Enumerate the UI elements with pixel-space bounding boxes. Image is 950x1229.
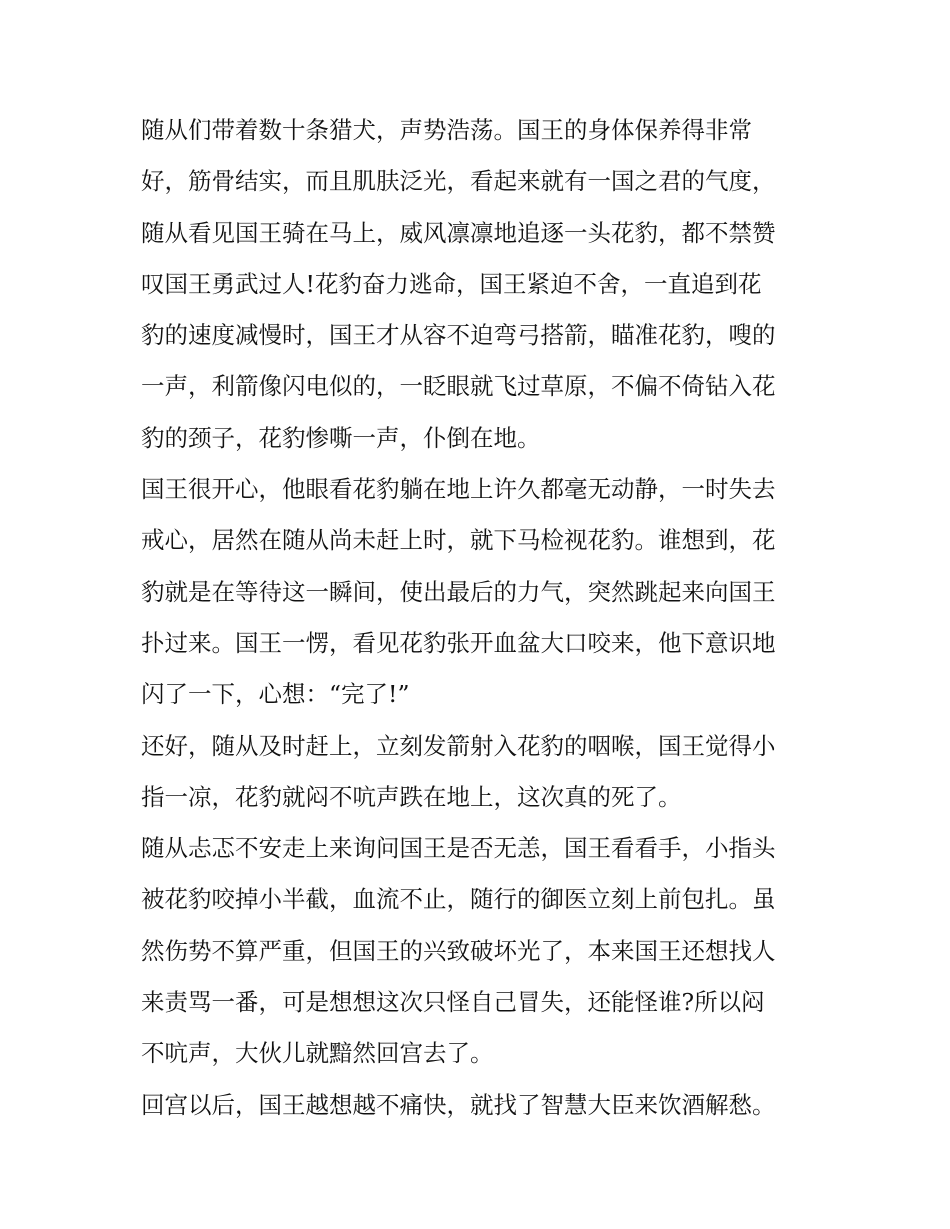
text-line: 好，筋骨结实，而且肌肤泛光，看起来就有一国之君的气度， bbox=[141, 167, 776, 196]
text-line: 随从看见国王骑在马上，威风凛凛地追逐一头花豹，都不禁赞 bbox=[141, 218, 776, 247]
text-line: 叹国王勇武过人!花豹奋力逃命，国王紧迫不舍，一直追到花 bbox=[141, 269, 762, 298]
text-line: 来责骂一番，可是想想这次只怪自己冒失，还能怪谁?所以闷 bbox=[141, 988, 765, 1017]
text-line: 扑过来。国王一愣，看见花豹张开血盆大口咬来，他下意识地 bbox=[141, 628, 776, 657]
text-line: 回宫以后，国王越想越不痛快，就找了智慧大臣来饮酒解愁。 bbox=[141, 1090, 776, 1119]
text-line: 指一凉，花豹就闷不吭声跌在地上，这次真的死了。 bbox=[141, 782, 682, 811]
text-line: 国王很开心，他眼看花豹躺在地上许久都毫无动静，一时失去 bbox=[141, 475, 776, 504]
text-line: 豹的速度减慢时，国王才从容不迫弯弓搭箭，瞄准花豹，嗖的 bbox=[141, 321, 776, 350]
story-text bbox=[141, 105, 821, 1131]
text-line: 被花豹咬掉小半截，血流不止，随行的御医立刻上前包扎。虽 bbox=[141, 885, 776, 914]
text-line: 然伤势不算严重，但国王的兴致破坏光了，本来国王还想找人 bbox=[141, 936, 776, 965]
text-line: 闪了一下，心想：“完了!” bbox=[141, 680, 410, 709]
text-line: 豹就是在等待这一瞬间，使出最后的力气，突然跳起来向国王 bbox=[141, 577, 776, 606]
text-line: 随从忐忑不安走上来询问国王是否无恙，国王看看手，小指头 bbox=[141, 834, 776, 863]
text-line: 随从们带着数十条猎犬，声势浩荡。国王的身体保养得非常 bbox=[141, 116, 752, 144]
text-line: 不吭声，大伙儿就黯然回宫去了。 bbox=[141, 1039, 494, 1068]
text-line: 豹的颈子，花豹惨嘶一声，仆倒在地。 bbox=[141, 423, 541, 452]
text-line: 戒心，居然在随从尚未赶上时，就下马检视花豹。谁想到，花 bbox=[141, 526, 776, 555]
text-line: 一声，利箭像闪电似的，一眨眼就飞过草原，不偏不倚钻入花 bbox=[141, 372, 776, 401]
text-line: 还好，随从及时赶上，立刻发箭射入花豹的咽喉，国王觉得小 bbox=[141, 731, 776, 760]
